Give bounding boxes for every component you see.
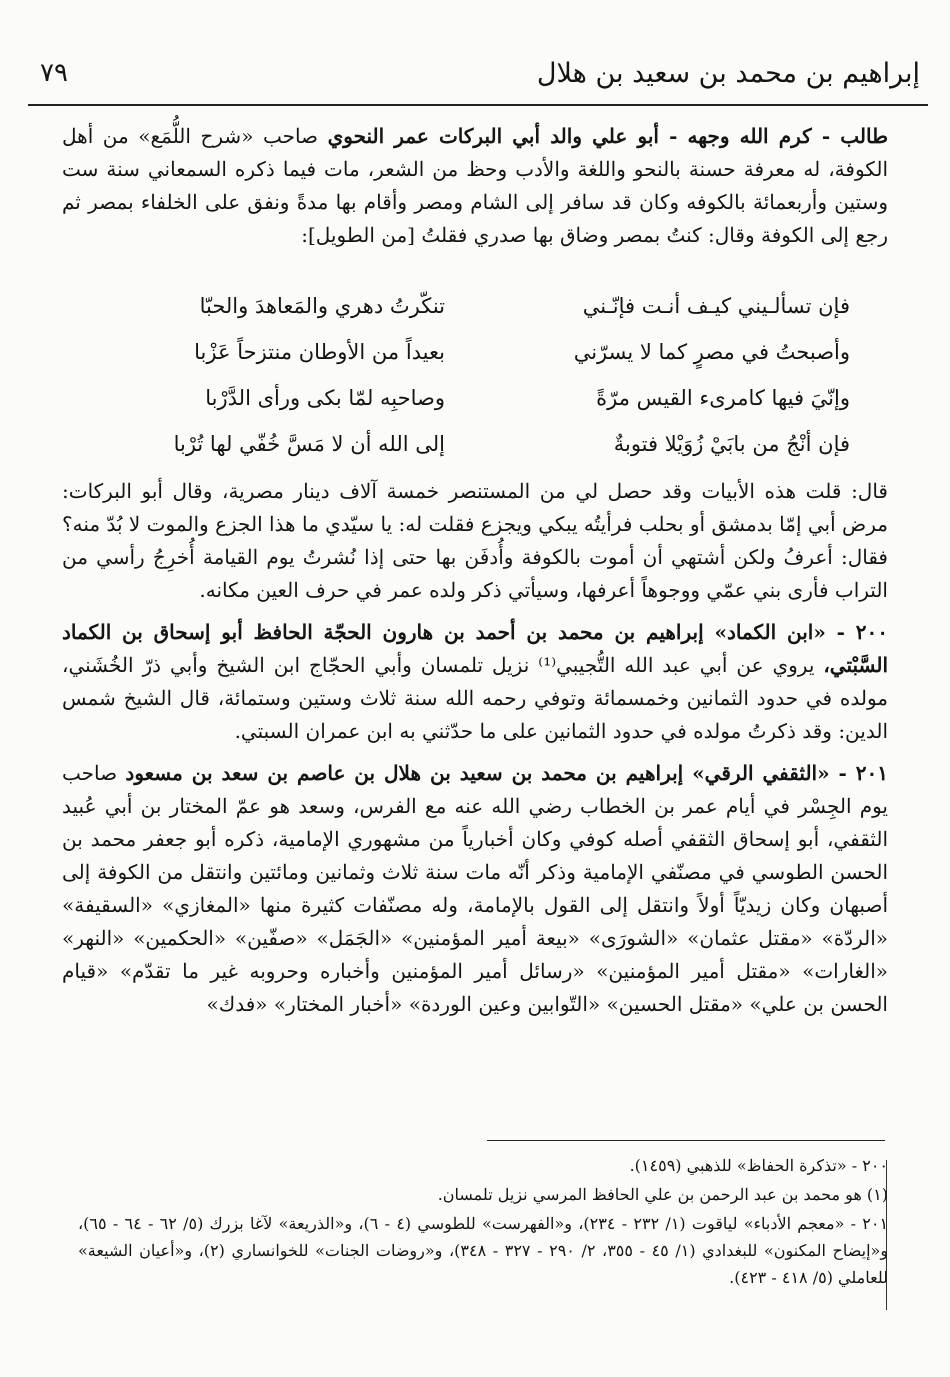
verse-first-hemistich: فإن تسألـيني كيـف أنـت فإنّـني [582, 294, 850, 318]
page-number: ٧٩ [40, 58, 68, 88]
footnotes [78, 1152, 888, 1293]
verse-first-hemistich: وإنّيَ فيها كامرىء القيس مرّةً [596, 386, 850, 410]
verse-second-hemistich: تنكّرتُ دهري والمَعاهدَ والحبّا [199, 294, 445, 318]
paragraph-intro [62, 120, 888, 252]
verse-second-hemistich: إلى الله أن لا مَسَّ خُفّي لها تُرْبا [173, 432, 445, 456]
poem-verse [100, 329, 850, 375]
poem-verse [100, 375, 850, 421]
verse-second-hemistich: بعيداً من الأوطان منتزحاً عَزْبا [194, 340, 445, 364]
poem-verse [100, 283, 850, 329]
page-header [40, 58, 920, 104]
entry-201-heading: ٢٠١ - «الثقفي الرقي» إبراهيم بن محمد بن سعيد بن هلال بن عاصم بن سعد بن مسعود [125, 761, 888, 785]
verse-first-hemistich: فإن أنْجُ من بابَيْ زُوَيْلا فتوبةٌ [613, 432, 850, 456]
footnote-entry-201: ٢٠١ - «معجم الأدباء» لياقوت (١/ ٢٣٢ - ٢٣٤)، و«الفهرست» للطوسي (٤ - ٦)، و«الذريعة» لآغا بزرك (٥/ ٦٢ - ٦٤ - ٦٥)، و«إيضاح المكنون» للبغدادي (١/ ٤٥ - ٣٥٥، ٢/ ٢٩٠ - ٣٢٧ - ٣٤٨)، و«روضات الجنات» للخوانساري (٢)، و«أعيان الشيعة» للعاملي (٥/ ٤١٨ - ٤٢٣). [78, 1214, 889, 1287]
paragraph-abu-barakat: قال: قلت هذه الأبيات وقد حصل لي من المستنصر خمسة آلاف دينار مصرية، وقال أبو البركات: مرض أبي إمّا بدمشق أو بحلب فرأيتُه يبكي ويجزع فقلت له: يا سيّدي ما هذا الجزع والموت لا بُدّ منه؟ فقال: أعرفُ ولكن أشتهي أن أموت بالكوفة وأُدفَن بها حتى إذا نُشرتُ يوم القيامة أُخرِجُ رأسي من التراب فأرى بني عمّي ووجوهاً أعرفها، وسيأتي ذكر ولده عمر في حرف العين مكانه. [62, 479, 888, 602]
footnote-1: (١) هو محمد بن عبد الرحمن بن علي الحافظ المرسي نزيل تلمسان. [437, 1185, 888, 1204]
verse-first-hemistich: وأصبحتُ في مصرٍ كما لا يسرّني [573, 340, 850, 364]
verse-second-hemistich: وصاحبِه لمّا بكى ورأى الدَّرْبا [205, 386, 445, 410]
body-main [62, 475, 888, 1030]
poem-verse [100, 421, 850, 467]
poem [100, 283, 850, 467]
entry-200-heading: ٢٠٠ - «ابن الكماد» إبراهيم بن محمد بن أحمد بن هارون الحجّة الحافظ أبو إسحاق بن الكماد السَّبْتي، [62, 620, 889, 677]
entry-200 [62, 616, 888, 748]
running-title: إبراهيم بن محمد بن سعيد بن هلال [536, 58, 920, 89]
entry-200-text: يروي عن أبي عبد الله التُّجيبي⁽¹⁾ نزيل تلمسان وأبي الحجّاج ابن الشيخ وأبي ذرّ الخُشَني، مولده في حدود الثمانين وخمسمائة وتوفي رحمه الله سنة ثلاث وستين وستمائة، قال الشيخ شمس الدين: وقد ذكرتُ مولده في حدود الثمانين على ما حدّثني به ابن عمران السبتي. [62, 653, 888, 743]
body-intro [62, 120, 888, 258]
intro-text: صاحب «شرح اللُّمَع» من أهل الكوفة، له معرفة حسنة بالنحو واللغة والأدب وحظ من الشعر، مات فيما ذكره السمعاني سنة ست وستين وأربعمائة بالكوفه وكان قد سافر إلى الشام ومصر وأقام بها مدةً ونفق على الخلفاء بمصر ثم رجع إلى الكوفة وقال: كنتُ بمصر وضاق بها صدري فقلتُ [من الطويل]: [62, 124, 888, 247]
footnote-rule [487, 1140, 885, 1141]
entry-201 [62, 757, 888, 1021]
intro-heading: طالب - كرم الله وجهه - أبو علي والد أبي البركات عمر النحوي [327, 124, 888, 148]
header-rule [28, 104, 928, 106]
entry-201-text: صاحب يوم الجِسْر في أيام عمر بن الخطاب رضي الله عنه مع الفرس، وسعد هو عمّ المختار بن أبي عُبيد الثقفي، أبو إسحاق الثقفي أصله كوفي وكان أخبارياً من مشهوري الإمامية، ذكره أبو جعفر محمد بن الحسن الطوسي في مصنّفي الإمامية وذكر أنّه مات سنة ثلاث وثمانين ومائتين وانتقل من الكوفة إلى أصبهان وكان زيديّاً أولاً وانتقل إلى القول بالإمامة، وله مصنّفات كثيرة منها «المغازي» «السقيفة» «الردّة» «مقتل عثمان» «الشورَى» «بيعة أمير المؤمنين» «الجَمَل» «صفّين» «الحكمين» «النهر» «الغارات» «مقتل أمير المؤمنين» «رسائل أمير المؤمنين وأخباره وحروبه غير ما تقدّم» «قيام الحسن بن علي» «مقتل الحسين» «التّوابين وعين الوردة» «أخبار المختار» «فدك» [62, 761, 889, 1016]
footnote-entry-200: ٢٠٠ - «تذكرة الحفاظ» للذهبي (١٤٥٩). [629, 1156, 888, 1175]
